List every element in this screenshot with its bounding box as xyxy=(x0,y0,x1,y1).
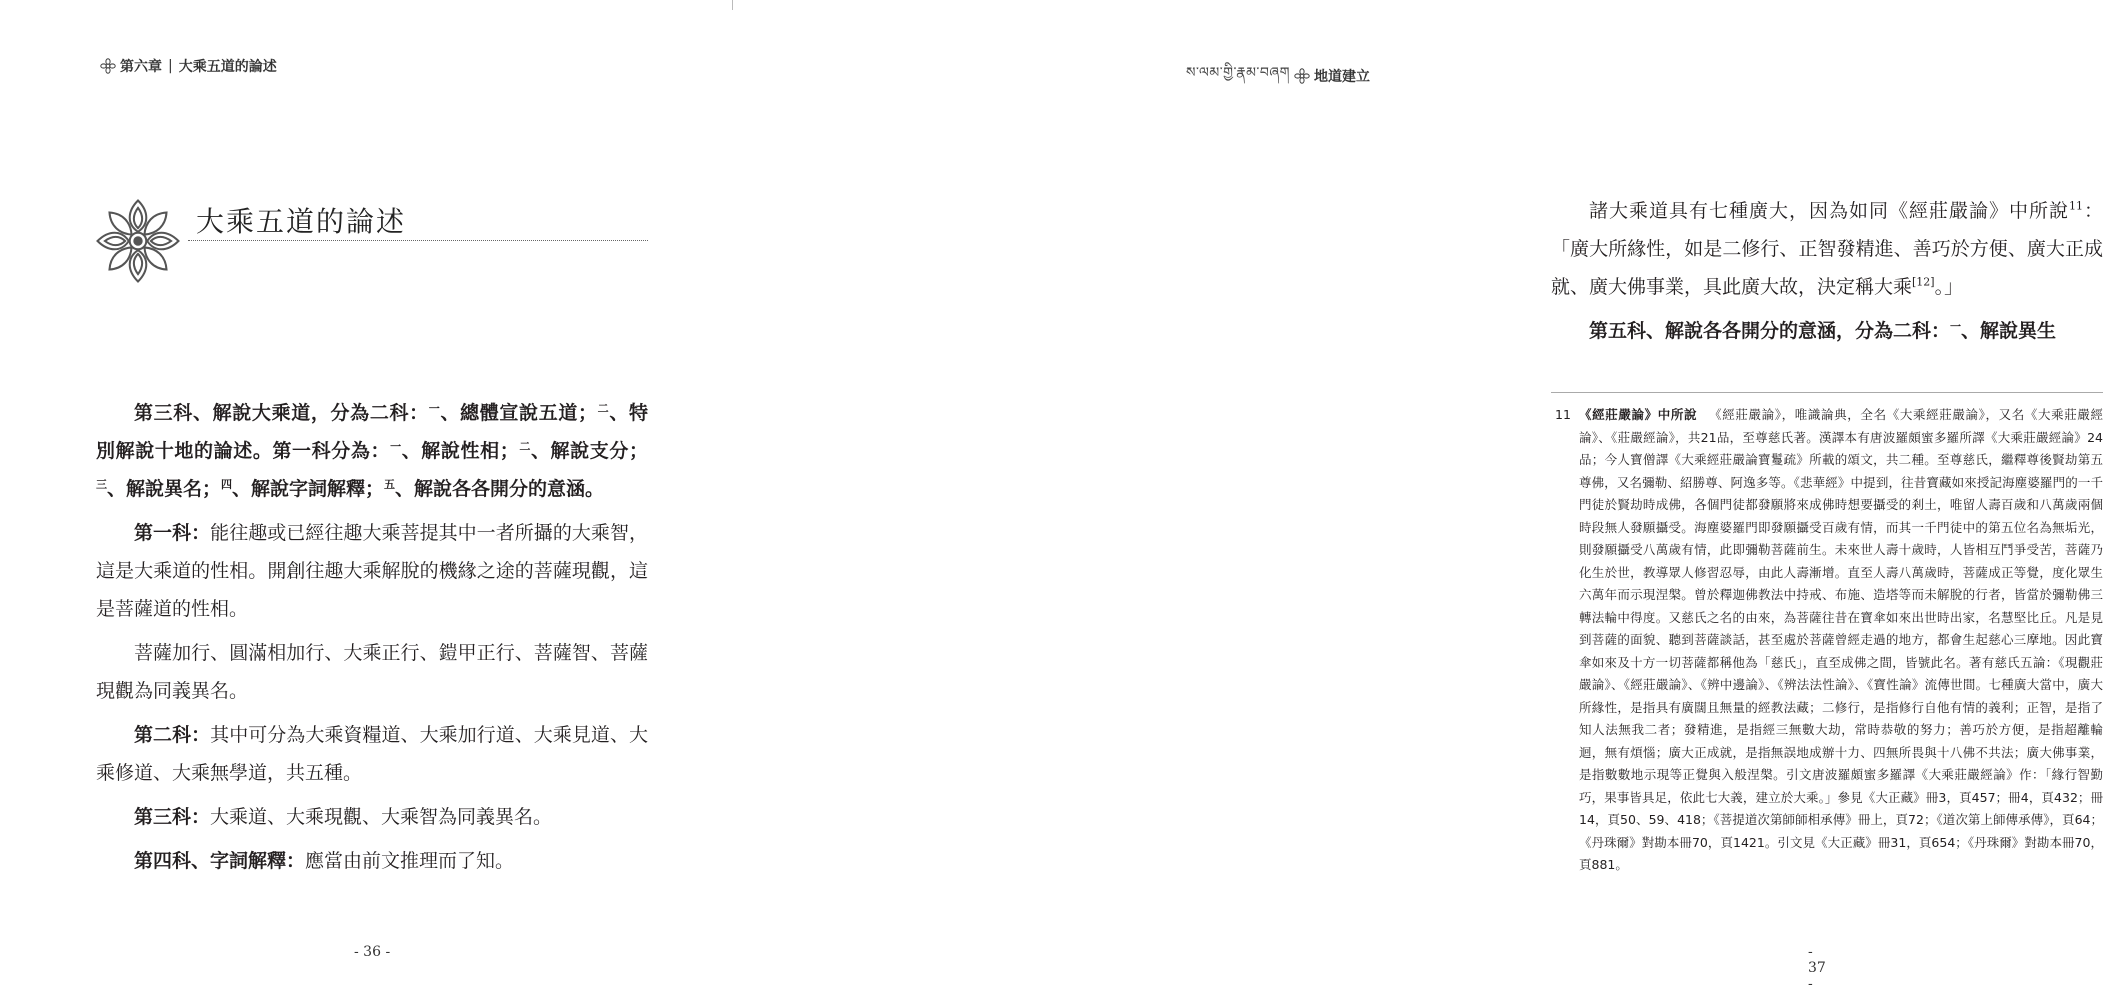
running-head-separator: | xyxy=(168,58,173,74)
left-page xyxy=(0,0,733,1000)
paragraph xyxy=(96,634,648,710)
paragraph xyxy=(1551,312,2103,350)
ordinal-marker: 二 xyxy=(597,402,610,415)
bold-text: 第四科、字詞解釋： xyxy=(134,850,306,872)
bold-text: 、特別解說十地的論述。第一科分為： xyxy=(96,402,648,462)
footnote-body xyxy=(1579,404,2103,877)
paragraph xyxy=(96,798,648,836)
running-head-left xyxy=(96,56,277,76)
bold-text: 、解說異生 xyxy=(1961,320,2057,342)
bold-text: 、解說異名； xyxy=(107,478,222,500)
bold-text: 第二科： xyxy=(134,724,211,746)
text-run: ：「廣大所緣性，如是二修行、正智發精進、善巧於方便、廣大正成就、廣大佛事業，具此廣大故，決定稱大乘 xyxy=(1551,200,2103,298)
running-head-right xyxy=(1186,56,1370,96)
footnote xyxy=(1551,404,2103,877)
lotus-flower-icon xyxy=(1294,68,1310,84)
text-run: 能往趣或已經往趣大乘菩提其中一者所攝的大乘智，這是大乘道的性相。開創往趣大乘解脫的機緣之途的菩薩現觀，這是菩薩道的性相。 xyxy=(96,522,648,620)
running-head-title: 地道建立 xyxy=(1314,69,1370,85)
footnote-number: 11 xyxy=(1555,407,1571,422)
footnote-text: 《經莊嚴論》，唯識論典，全名《大乘經莊嚴論》，又名《大乘莊嚴經論》、《莊嚴經論》，共21品，至尊慈氏著。漢譯本有唐波羅頗蜜多羅所譯《大乘莊嚴經論》24品；今人寶僧譯《大乘經莊嚴論寶鬘疏》所載的頌文，共二種。至尊慈氏，繼釋尊後賢劫第五尊佛，又名彌勒、紹勝尊、阿逸多等。《悲華經》中提到，往昔寶藏如來授記海塵婆羅門的一千門徒於賢劫時成佛，各個門徒都發願將來成佛時想要攝受的剎土，唯留人壽百歲和八萬歲兩個時段無人發願攝受。海塵婆羅門即發願攝受百歲有情，而其一千門徒中的第五位名為無垢光，則發願攝受八萬歲有情，此即彌勒菩薩前生。未來世人壽十歲時，人皆相互鬥爭受苦，菩薩乃化生於世，教導眾人修習忍辱，由此人壽漸增。直至人壽八萬歲時，菩薩成正等覺，度化眾生六萬年而示現涅槃。曾於釋迦佛教法中持戒、布施、造塔等而未解脫的行者，皆當於彌勒佛三轉法輪中得度。又慈氏之名的由來，為菩薩往昔在寶傘如來出世時出家，名慧堅比丘。凡是見到菩薩的面貌、聽到菩薩談話，甚至處於菩薩曾經走過的地方，都會生起慈心三摩地。因此寶傘如來及十方一切菩薩都稱他為「慈氏」，直至成佛之間，皆號此名。著有慈氏五論：《現觀莊嚴論》、《經莊嚴論》、《辨中邊論》、《辨法法性論》、《寶性論》流傳世間。七種廣大當中，廣大所緣性，是指具有廣闊且無量的經教法藏；二修行，是指修行自他有情的義利；正智，是指了知人法無我二者；發精進，是指經三無數大劫，常時恭敬的努力；善巧於方便，是指超離輪迴，無有煩惱；廣大正成就，是指無誤地成辦十力、四無所畏與十八佛不共法；廣大佛事業，是指數數地示現等正覺與入般涅槃。引文唐波羅頗蜜多羅譯《大乘莊嚴經論》作：「緣行智勤巧，果事皆具足，依此七大義，建立於大乘。」參見《大正藏》冊3，頁457；冊4，頁432；冊14，頁50、59、418；《菩提道次第師師相承傳》冊上，頁72；《道次第上師傳承傳》，頁64；《丹珠爾》對勘本冊70，頁1421。引文見《大正藏》冊31，頁654；《丹珠爾》對勘本冊70，頁881。 xyxy=(1579,407,2103,872)
paragraph xyxy=(1551,192,2103,306)
running-head-tibetan: ས་ལམ་གྱི་རྣམ་བཞག xyxy=(1186,65,1290,81)
bold-text: 第一科： xyxy=(134,522,211,544)
right-body-text xyxy=(1551,192,2103,356)
paragraph xyxy=(96,514,648,628)
bold-text: 、解說各各開分的意涵。 xyxy=(395,478,605,500)
text-run: 菩薩加行、圓滿相加行、大乘正行、鎧甲正行、菩薩智、菩薩現觀為同義異名。 xyxy=(96,642,648,702)
ordinal-marker: 一 xyxy=(1950,320,1962,333)
ordinal-marker: 四 xyxy=(221,478,233,491)
bold-text: 、解說支分； xyxy=(530,440,648,462)
text-run: 其中可分為大乘資糧道、大乘加行道、大乘見道、大乘修道、大乘無學道，共五種。 xyxy=(96,724,648,784)
text-run: 諸大乘道具有七種廣大，因為如同《經莊嚴論》中所說 xyxy=(1589,200,2069,222)
text-run: 應當由前文推理而了知。 xyxy=(305,850,515,872)
footnote-ref: 11 xyxy=(2068,199,2083,213)
bold-text: 、解說性相； xyxy=(401,440,519,462)
paragraph xyxy=(96,394,648,508)
bold-text: 第五科、解說各各開分的意涵，分為二科： xyxy=(1589,320,1951,342)
ordinal-marker: 一 xyxy=(390,440,402,453)
right-page xyxy=(733,0,2103,1000)
left-body-text xyxy=(96,394,648,886)
paragraph xyxy=(96,716,648,792)
footnote-title: 《經莊嚴論》中所說 xyxy=(1579,407,1698,422)
lotus-flower-icon xyxy=(100,58,116,74)
page-number: - 37 - xyxy=(1808,944,1826,992)
title-divider xyxy=(188,240,648,241)
paragraph xyxy=(96,842,648,880)
ordinal-marker: 二 xyxy=(518,440,531,453)
page-number: - 36 - xyxy=(354,944,391,960)
running-head-title: 大乘五道的論述 xyxy=(178,59,277,75)
ordinal-marker: 一 xyxy=(428,402,441,415)
bold-text: 、解說字詞解釋； xyxy=(232,478,385,500)
ordinal-marker: 五 xyxy=(384,478,396,491)
footnote-ref: [12] xyxy=(1912,275,1935,289)
bold-text: 、總體宣說五道； xyxy=(440,402,598,424)
running-head-chapter: 第六章 xyxy=(120,59,162,75)
text-run: 。」 xyxy=(1934,276,1964,298)
bold-text: 第三科、解說大乘道，分為二科： xyxy=(134,402,429,424)
chapter-title: 大乘五道的論述 xyxy=(196,205,407,238)
ordinal-marker: 三 xyxy=(96,478,107,491)
footnote-divider xyxy=(1551,392,2103,393)
lotus-flower-icon xyxy=(92,195,184,287)
bold-text: 第三科： xyxy=(134,806,211,828)
text-run: 大乘道、大乘現觀、大乘智為同義異名。 xyxy=(210,806,553,828)
